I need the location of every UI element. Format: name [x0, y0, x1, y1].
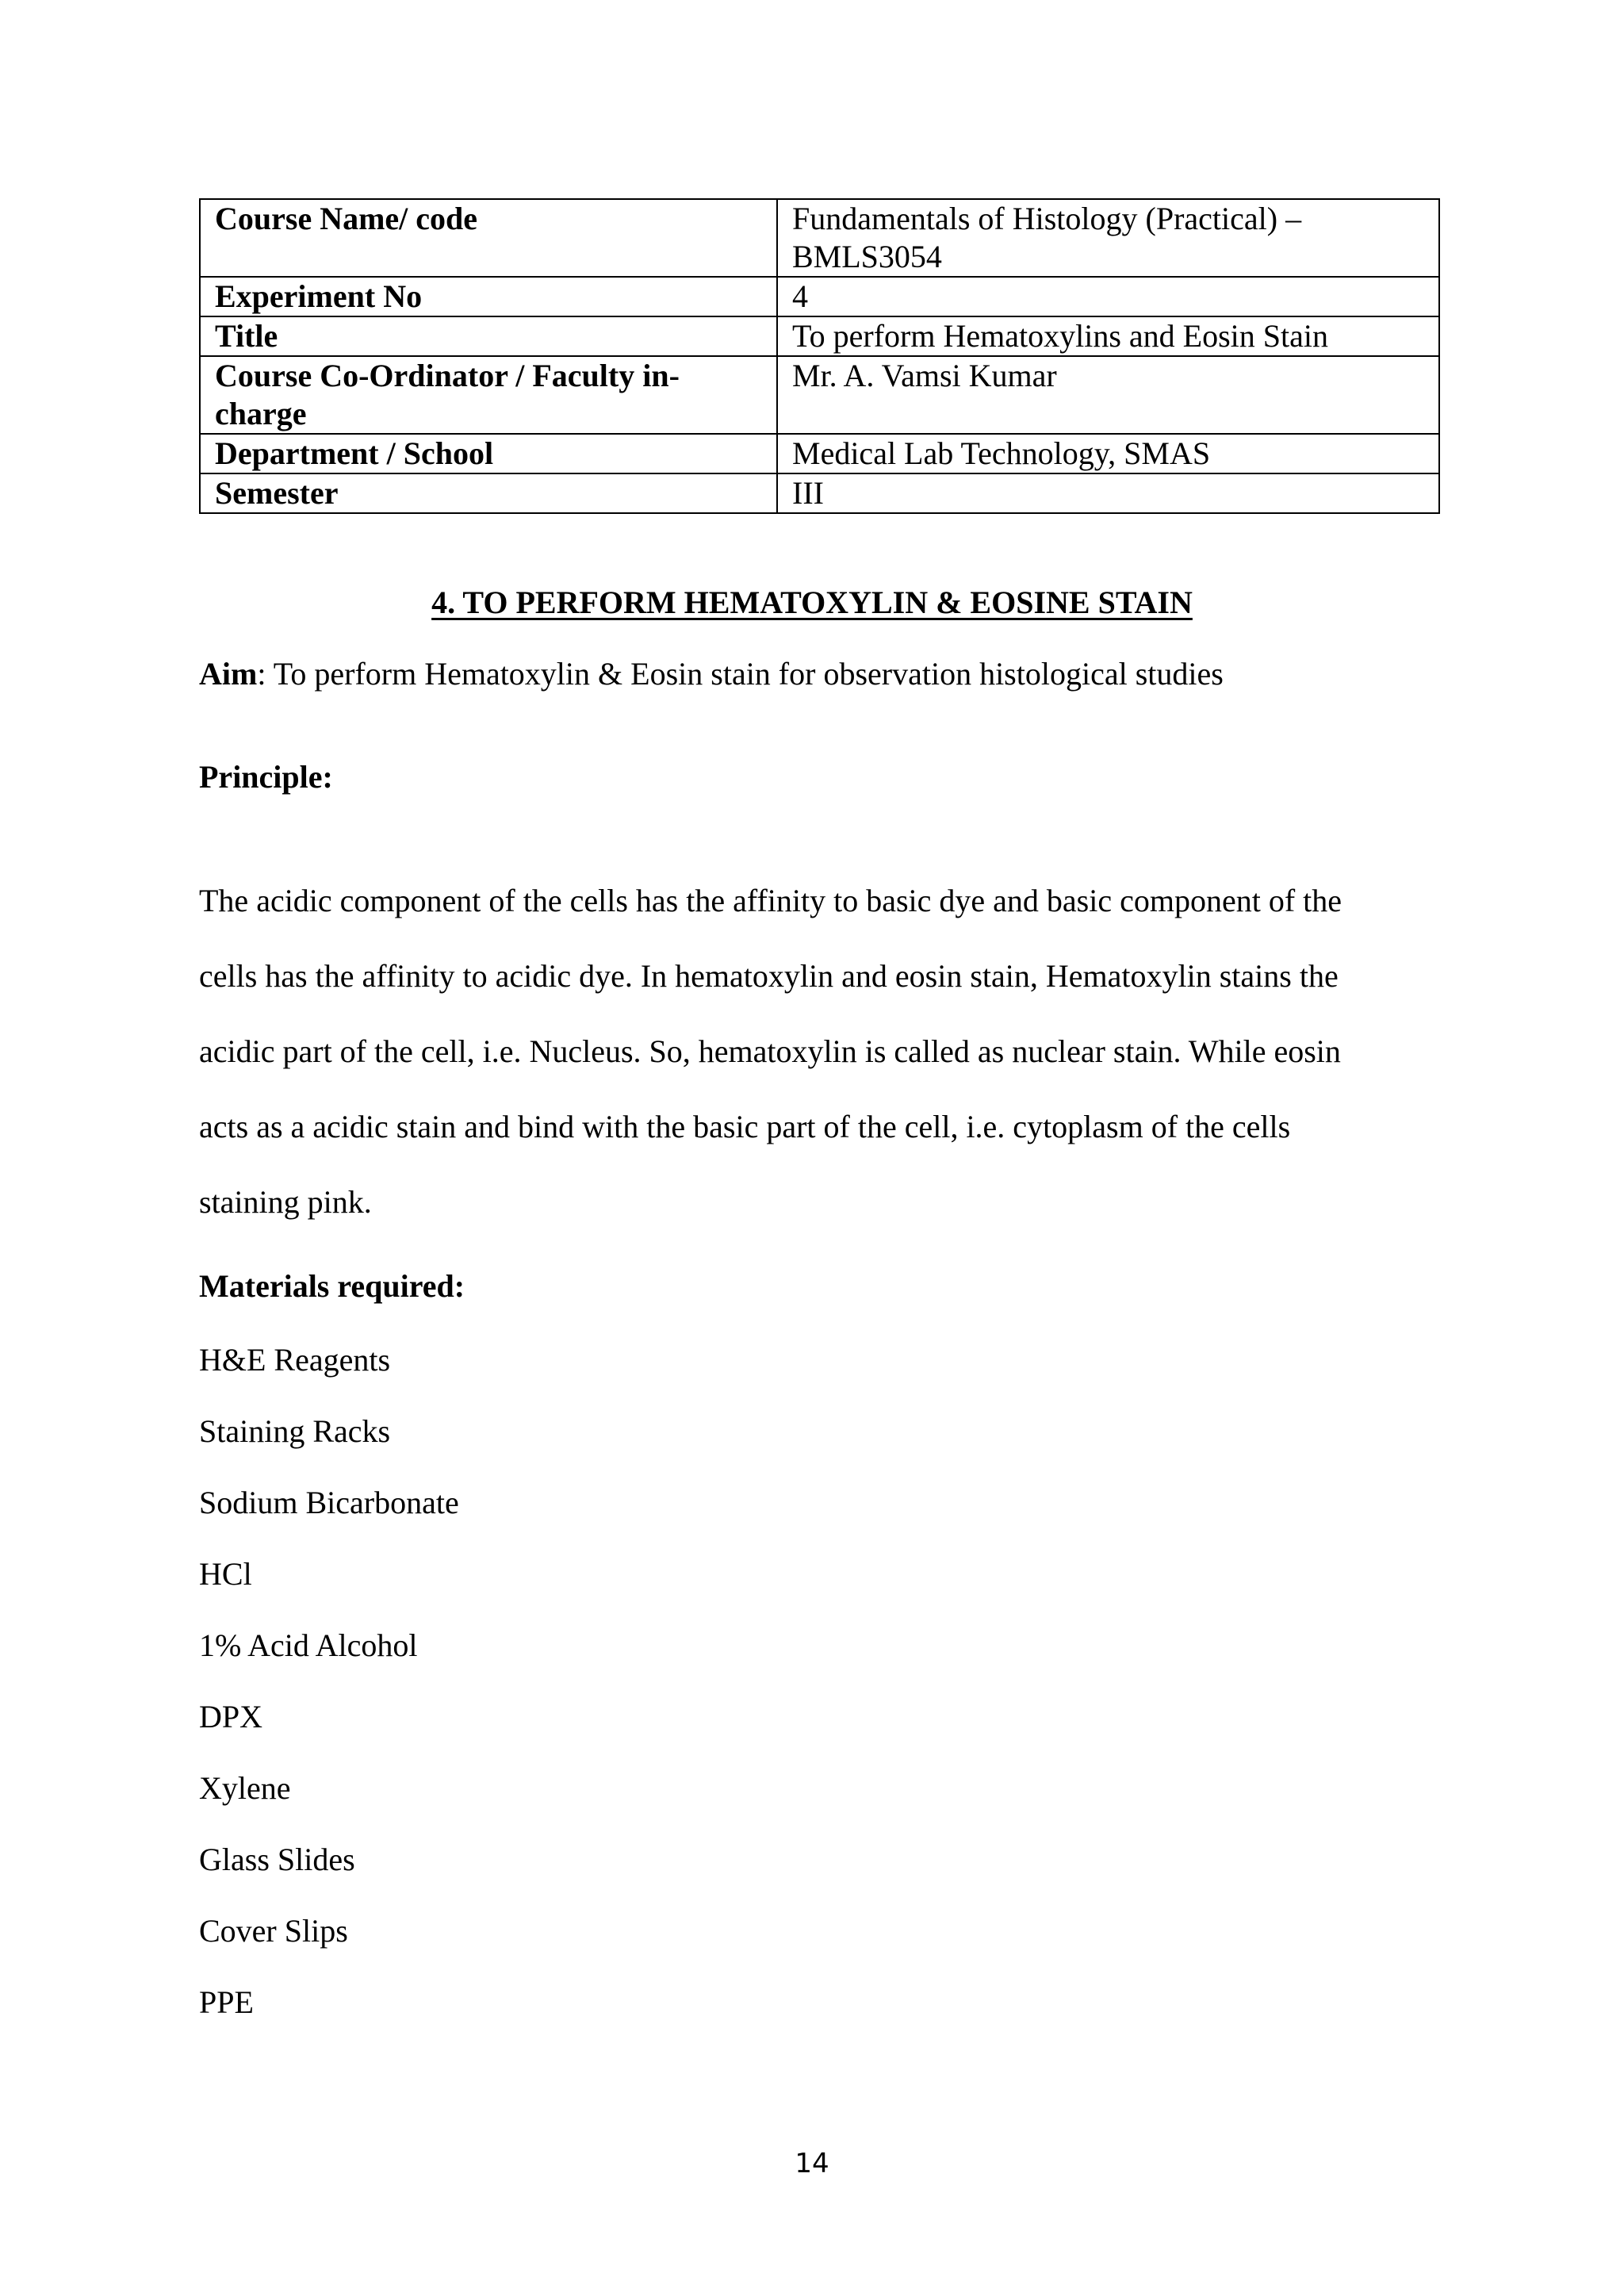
- course-info-table: [199, 198, 1440, 514]
- materials-heading: Materials required:: [199, 1268, 465, 1304]
- list-item: DPX: [199, 1699, 263, 1734]
- principle-line: The acidic component of the cells has the affinity to basic dye and basic component of the: [199, 883, 1342, 918]
- department-value: Medical Lab Technology, SMAS: [777, 434, 1439, 473]
- coordinator-label: Course Co-Ordinator / Faculty in-charge: [200, 356, 777, 434]
- aim-label: Aim: [199, 656, 258, 692]
- list-item: 1% Acid Alcohol: [199, 1627, 418, 1663]
- principle-line: staining pink.: [199, 1184, 372, 1220]
- table-row: [200, 277, 1439, 316]
- principle-line: acts as a acidic stain and bind with the basic part of the cell, i.e. cytoplasm of the cells: [199, 1109, 1291, 1144]
- course-name-value: Fundamentals of Histology (Practical) – BMLS3054: [777, 199, 1439, 277]
- department-label: Department / School: [200, 434, 777, 473]
- list-item: Staining Racks: [199, 1413, 391, 1449]
- aim-paragraph: [199, 655, 1224, 693]
- title-value: To perform Hematoxylins and Eosin Stain: [777, 316, 1439, 356]
- section-heading-text: 4. TO PERFORM HEMATOXYLIN & EOSINE STAIN: [431, 585, 1193, 620]
- principle-line: cells has the affinity to acidic dye. In hematoxylin and eosin stain, Hematoxylin stains the: [199, 958, 1339, 994]
- list-item: Glass Slides: [199, 1842, 355, 1877]
- list-item: H&E Reagents: [199, 1342, 391, 1378]
- table-row: [200, 356, 1439, 434]
- section-heading: [0, 584, 1624, 622]
- table-row: [200, 473, 1439, 513]
- coordinator-value: Mr. A. Vamsi Kumar: [777, 356, 1439, 434]
- materials-list: [199, 1341, 459, 2055]
- course-name-label: Course Name/ code: [200, 199, 777, 277]
- table-row: [200, 316, 1439, 356]
- list-item: Xylene: [199, 1770, 291, 1806]
- page-number: 14: [795, 2148, 829, 2179]
- table-row: [200, 199, 1439, 277]
- semester-label: Semester: [200, 473, 777, 513]
- principle-heading: Principle:: [199, 759, 333, 795]
- list-item: PPE: [199, 1984, 254, 2020]
- semester-value: III: [777, 473, 1439, 513]
- experiment-no-label: Experiment No: [200, 277, 777, 316]
- principle-line: acidic part of the cell, i.e. Nucleus. So, hematoxylin is called as nuclear stain. While eosin: [199, 1033, 1341, 1069]
- list-item: Sodium Bicarbonate: [199, 1485, 459, 1520]
- list-item: HCl: [199, 1556, 252, 1592]
- table-row: [200, 434, 1439, 473]
- title-label: Title: [200, 316, 777, 356]
- principle-paragraph: [199, 863, 1404, 1240]
- aim-text: : To perform Hematoxylin & Eosin stain for observation histological studies: [257, 656, 1224, 692]
- list-item: Cover Slips: [199, 1913, 348, 1949]
- experiment-no-value: 4: [777, 277, 1439, 316]
